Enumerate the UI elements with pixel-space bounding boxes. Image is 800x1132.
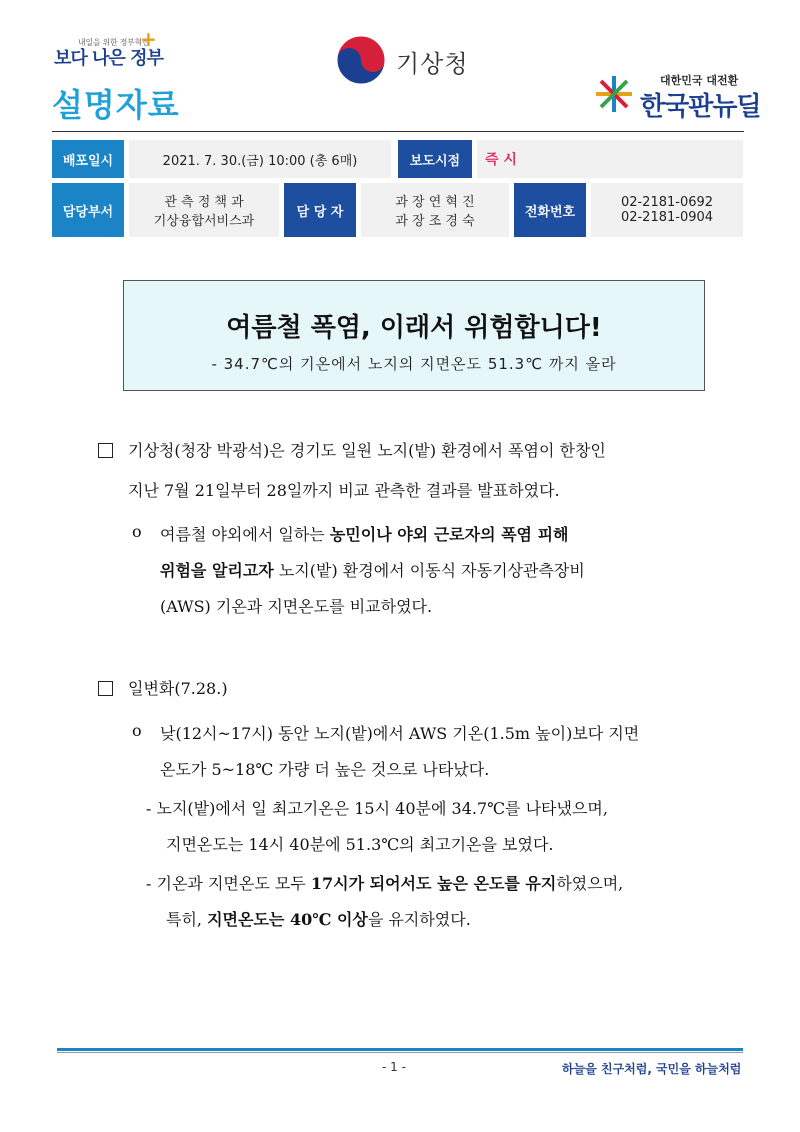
agency-name: 기상청: [396, 50, 469, 78]
para2c-bold1: 17시가 되어서도 높은 온도를 유지: [310, 874, 557, 893]
para2c-bold2: 지면온도는 40℃ 이상: [207, 910, 368, 929]
phone-label: 전화번호: [514, 183, 586, 237]
circle-bullet-icon: o: [132, 522, 142, 541]
para1a-line3: (AWS) 기온과 지면온도를 비교하였다.: [160, 597, 433, 616]
para2-heading: 일변화(7.28.): [128, 679, 228, 698]
circle-bullet-icon: o: [132, 721, 142, 740]
para1a-line2: [160, 558, 585, 581]
para1a-bold1: 농민이나 야외 근로자의 폭염 피해: [329, 525, 569, 544]
headline: 여름철 폭염, 이래서 위험합니다!: [226, 313, 602, 343]
new-deal-subtitle: 대한민국 대전환: [660, 74, 739, 87]
para2a-line2: 온도가 5~18℃ 가량 더 높은 것으로 나타났다.: [160, 760, 490, 779]
plus-icon: +: [140, 27, 157, 51]
embargo-value: 즉 시: [477, 140, 743, 178]
kma-taegeuk-logo-icon: [336, 35, 386, 85]
phone-line-2: 02-2181-0904: [620, 210, 714, 225]
para2c-line2: [166, 907, 471, 930]
checkbox-bullet-icon: [98, 443, 113, 458]
new-deal-title: 한국판뉴딜: [640, 92, 761, 122]
para1a-bold2: 위험을 알리고자: [160, 561, 274, 580]
para2c-pre: - 기온과 지면온도 모두: [146, 874, 311, 893]
embargo-label: 보도시점: [398, 140, 472, 178]
para1a-line1: [160, 522, 569, 545]
gov-slogan-logo: 보다 나은 정부: [54, 48, 163, 69]
para2b-line2: 지면온도는 14시 40분에 51.3℃의 최고기온을 보였다.: [166, 835, 554, 854]
headline-box: [123, 280, 705, 391]
contact-line-2: 과 장 조 경 숙: [395, 214, 475, 229]
release-date-value: 2021. 7. 30.(금) 10:00 (총 6매): [129, 140, 391, 178]
contact-label: 담 당 자: [284, 183, 356, 237]
checkbox-bullet-icon: [98, 681, 113, 696]
phone-line-1: 02-2181-0692: [620, 195, 714, 210]
para2c-l2-post: 을 유지하였다.: [367, 910, 471, 929]
new-deal-logo-icon: [594, 74, 634, 114]
page-number: - 1 -: [382, 1060, 406, 1074]
phone-value: [591, 183, 743, 237]
para1-line1: 기상청(청장 박광석)은 경기도 일원 노지(밭) 환경에서 폭염이 한창인: [128, 441, 606, 460]
footer-rule-thin: [57, 1052, 743, 1053]
contact-line-1: 과 장 연 혁 진: [395, 195, 475, 210]
para1a-pre: 여름철 야외에서 일하는: [160, 525, 330, 544]
dept-line-2: 기상융합서비스과: [153, 214, 255, 229]
para2c-post: 하였으며,: [556, 874, 624, 893]
contact-value: [361, 183, 509, 237]
subheadline: - 34.7℃의 기온에서 노지의 지면온도 51.3℃ 까지 올라: [211, 355, 617, 373]
footer-rule: [57, 1048, 743, 1051]
para2a-line1: 낮(12시~17시) 동안 노지(밭)에서 AWS 기온(1.5m 높이)보다 지면: [160, 724, 640, 743]
release-date-label: 배포일시: [52, 140, 124, 178]
gov-slogan-small: 내일을 위한 정부혁신: [78, 38, 150, 47]
header-divider: [52, 131, 744, 132]
dept-line-1: 관 측 정 책 과: [164, 195, 244, 210]
dept-value: [129, 183, 279, 237]
para1a-rest: 노지(밭) 환경에서 이동식 자동기상관측장비: [273, 561, 585, 580]
dept-label: 담당부서: [52, 183, 124, 237]
doc-type-title: 설명자료: [52, 86, 180, 124]
para2c-l2-pre: 특히,: [166, 910, 208, 929]
para2b-line1: - 노지(밭)에서 일 최고기온은 15시 40분에 34.7℃를 나타냈으며,: [146, 799, 608, 818]
footer-slogan: 하늘을 친구처럼, 국민을 하늘처럼: [562, 1062, 742, 1076]
para2c-line1: [146, 871, 623, 894]
para1-line2: 지난 7월 21일부터 28일까지 비교 관측한 결과를 발표하였다.: [128, 481, 560, 500]
